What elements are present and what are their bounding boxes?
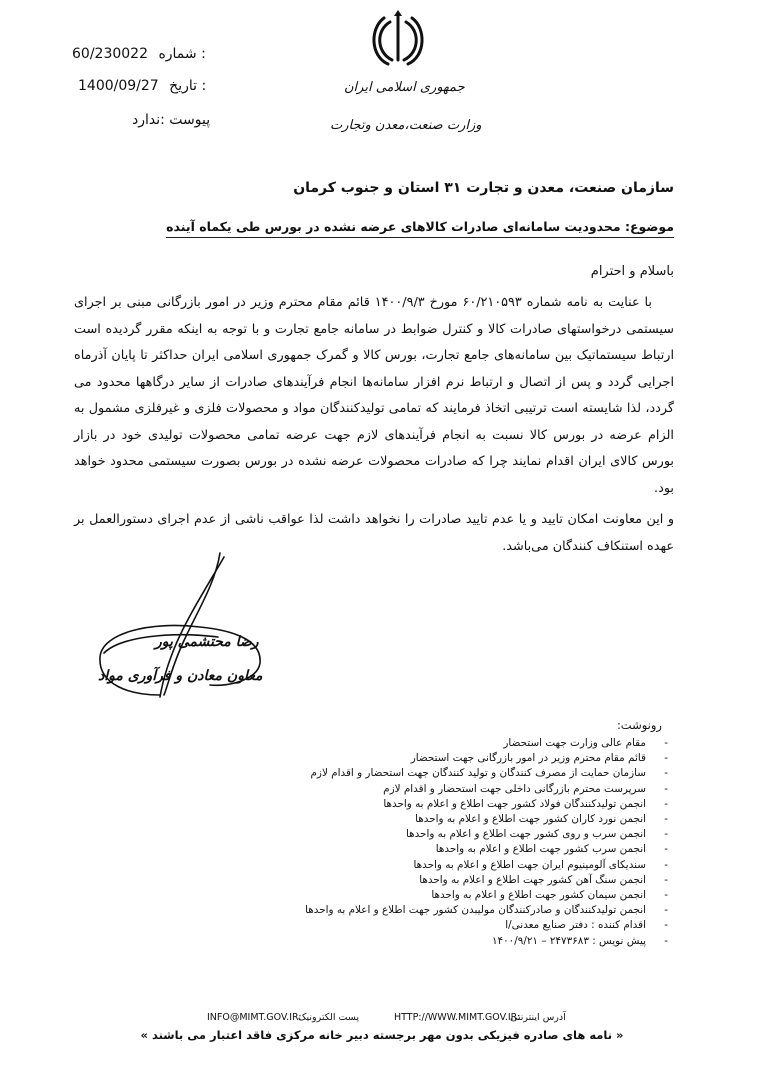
footer-email-label: پست الکترونیک	[298, 1012, 359, 1023]
country-name: جمهوری اسلامی ایران	[344, 80, 465, 95]
footer-website-label: آدرس اینترنتی	[510, 1012, 566, 1023]
cc-item: - قائم مقام محترم وزیر در امور بازرگانی جهت استحضار	[410, 752, 668, 765]
footer-email[interactable]: INFO@MIMT.GOV.IR:	[207, 1012, 302, 1023]
cc-title: رونوشت:	[616, 718, 662, 732]
cc-item: - انجمن سرب و روی کشور جهت اطلاع و اعلام به واحدها	[405, 828, 668, 841]
subject-line: موضوع: محدودیت سامانه‌ای صادرات کالاهای عرضه نشده در بورس طی یکماه آینده	[166, 219, 674, 238]
cc-item: - انجمن تولیدکنندگان فولاد کشور جهت اطلاع و اعلام به واحدها	[383, 797, 668, 810]
iran-emblem-icon	[368, 10, 428, 70]
letter-number	[72, 46, 206, 62]
cc-item: - مقام عالی وزارت جهت استحضار	[503, 737, 668, 749]
letter-attachment-value: ندارد	[132, 112, 161, 128]
cc-item: - انجمن سیمان کشور جهت اطلاع و اعلام به واحدها	[431, 889, 668, 902]
cc-item: - پیش نویس : ۲۴۷۳۶۸۳ – ۱۴۰۰/۹/۲۱	[491, 934, 668, 947]
cc-item: - سازمان حمایت از مصرف کنندگان و تولید کنندگان جهت استحضار و اقدام لازم	[310, 767, 668, 780]
footer-website[interactable]: HTTP://WWW.MIMT.GOV.IR:	[394, 1012, 521, 1023]
cc-item: - انجمن تولیدکنندگان و صادرکنندگان مولیبدن کشور جهت اطلاع و اعلام به واحدها	[305, 904, 668, 917]
letter-date	[78, 78, 206, 94]
greeting: باسلام و احترام	[590, 264, 674, 279]
cc-item: - اقدام کننده : دفتر صنایع معدنی/ا	[505, 919, 668, 932]
cc-item: - انجمن سنگ آهن کشور جهت اطلاع و اعلام به واحدها	[419, 873, 668, 886]
body-paragraph-2: و این معاونت امکان تایید و یا عدم تایید صادرات را نخواهد داشت لذا عواقب ناشی از عدم اجرای دستورالعمل بر عهده استنکاف کنندگان می‌باشد.	[74, 512, 674, 554]
signatory-name: رضا محتشمی پور	[155, 634, 259, 650]
letter-attachment-label: پیوست :	[160, 112, 211, 128]
letter-date-label: تاریخ :	[169, 78, 207, 94]
ministry-name: وزارت صنعت،معدن وتجارت	[330, 118, 482, 133]
letter-attachment	[132, 112, 210, 128]
recipient: سازمان صنعت، معدن و تجارت ۳۱ استان و جنوب کرمان	[293, 180, 674, 196]
body-paragraph-1: با عنایت به نامه شماره ۶۰/۲۱۰۵۹۳ مورخ ۱۴۰۰/۹/۳ قائم مقام محترم وزیر در امور بازرگانی مبنی بر اجرای سیستمی درخواستهای صادرات کالا و کنترل ضوابط در سامانه جامع تجارت و با توجه به اینکه مقرر گردیده است ارتباط سیستماتیک بین سامانه‌های جامع تجارت، بورس کالا و گمرک جمهوری اسلامی ایران حداکثر تا پایان آذرماه اجرایی گردد و پس از اتصال و ارتباط نرم افزار سامانه‌ها انجام فرآیندهای صادرات از سایر درگاهها محدود می گردد، لذا شایسته است ترتیبی اتخاذ فرمایند که تمامی تولیدکنندگان مواد و محصولات فلزی و غیرفلزی مشمول به الزام عرضه در بورس کالا نسبت به انجام فرآیندهای لازم جهت عرضه تمامی محصولات تولیدی خود در بازار بورس کالای ایران اقدام نمایند چرا که صادرات محصولات عرضه نشده در بورس بصورت سیستمی محدود خواهد بود.	[74, 295, 674, 496]
footer-note: « نامه های صادره فیزیکی بدون مهر برجسته دبیر خانه مرکزی فاقد اعتبار می باشند »	[140, 1028, 624, 1042]
cc-item: - انجمن نورد کاران کشور جهت اطلاع و اعلام به واحدها	[415, 813, 668, 826]
cc-item: - انجمن سرب کشور جهت اطلاع و اعلام به واحدها	[435, 843, 668, 856]
letter-number-value: 60/230022	[72, 46, 148, 62]
letter-number-label: شماره :	[158, 46, 206, 62]
cc-list	[226, 736, 668, 949]
letter-date-value: 1400/09/27	[78, 78, 159, 94]
cc-item: - سرپرست محترم بازرگانی داخلی جهت استحضار و اقدام لازم	[383, 782, 668, 795]
signatory-title: معاون معادن و فرآوری مواد	[98, 668, 263, 684]
cc-item: - سندیکای آلومینیوم ایران جهت اطلاع و اعلام به واحدها	[413, 858, 668, 871]
